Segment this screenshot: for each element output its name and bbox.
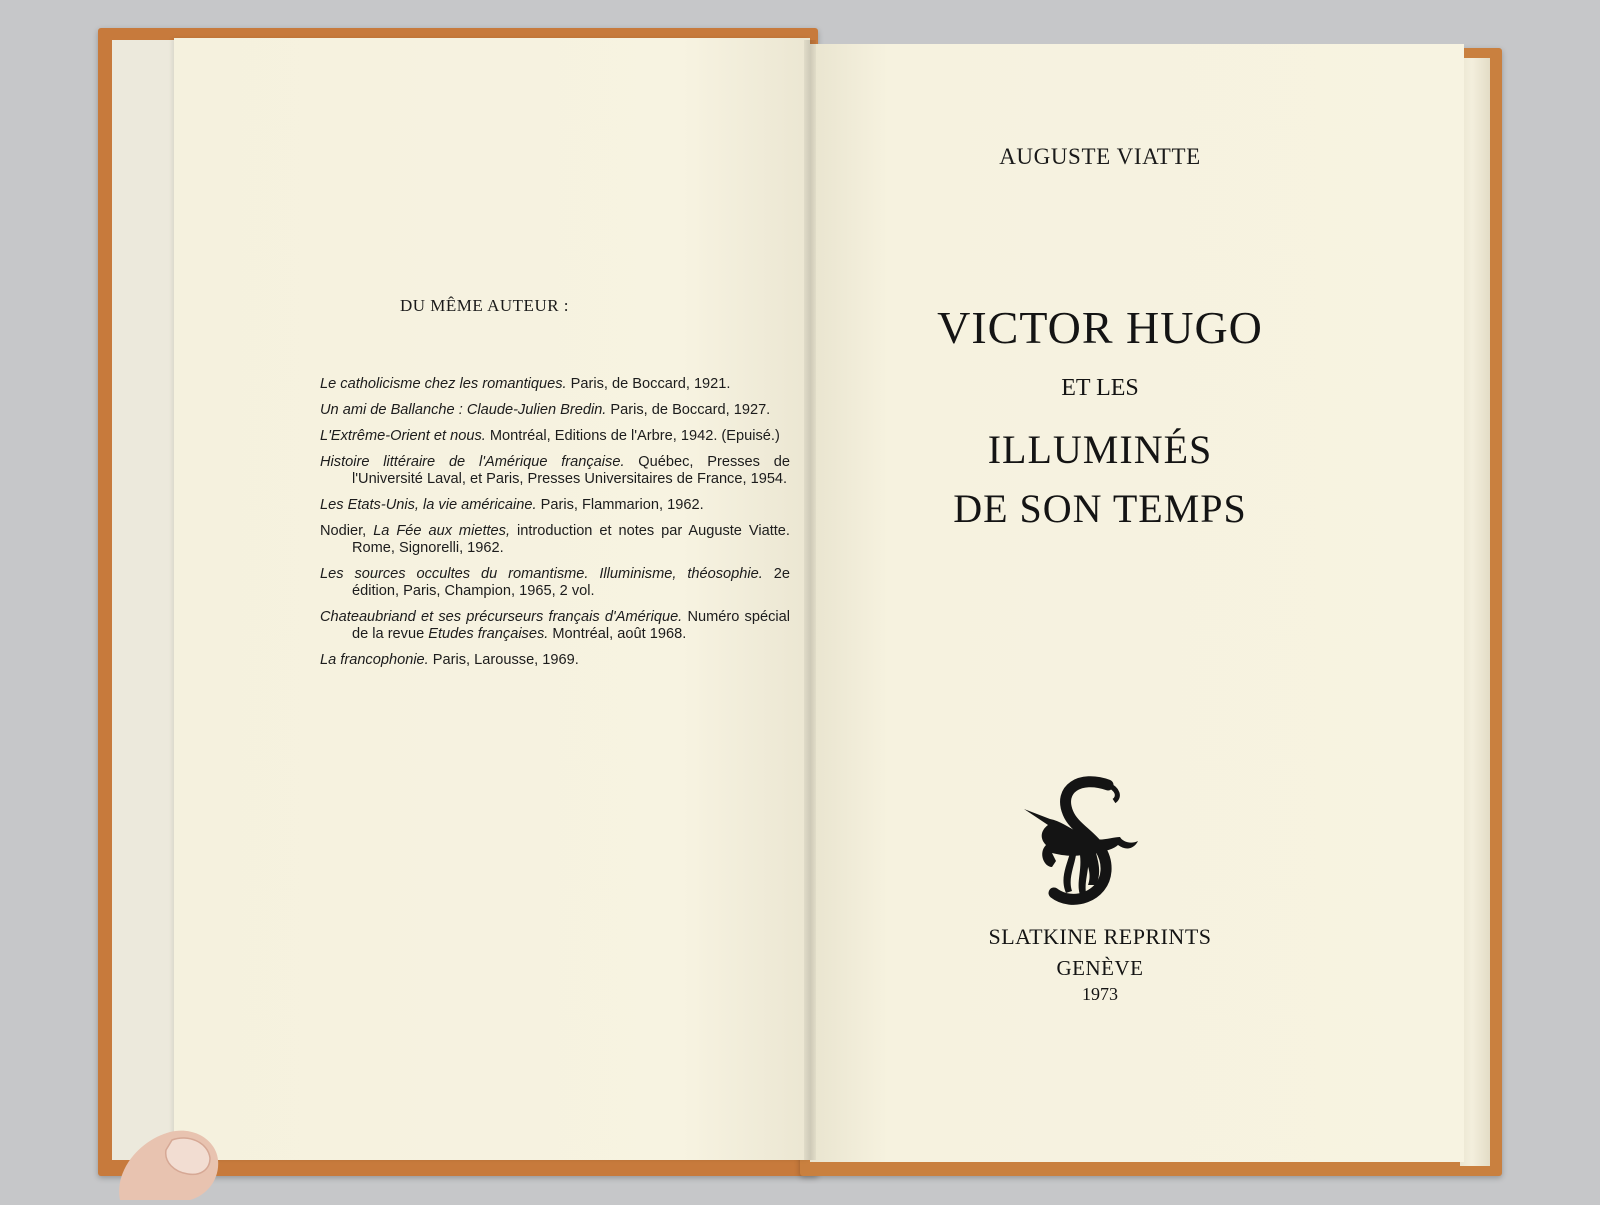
publisher-city: GENÈVE: [1056, 956, 1144, 980]
publication-year: 1973: [1082, 984, 1118, 1004]
list-item: [320, 428, 790, 445]
entry-details: Paris, Flammarion, 1962.: [536, 497, 704, 513]
page-edges-right: [1460, 58, 1490, 1166]
list-item: [320, 454, 790, 488]
entry-details: introduction et notes par Auguste Viatte. Rome, Signorelli, 1962.: [352, 523, 790, 556]
entry-details: 2e édition, Paris, Champion, 1965, 2 vol.: [352, 566, 790, 599]
entry-details: Montréal, Editions de l'Arbre, 1942. (Epuisé.): [485, 428, 780, 444]
entry-details: Paris, de Boccard, 1927.: [606, 402, 771, 418]
entry-details: Paris, de Boccard, 1921.: [566, 376, 731, 392]
entry-journal: Etudes françaises.: [428, 626, 549, 642]
book-gutter: [804, 40, 816, 1160]
entry-title: Les sources occultes du romantisme. Illuminisme, théosophie.: [320, 566, 763, 582]
thumb: [110, 1100, 222, 1200]
entry-title: Un ami de Ballanche : Claude-Julien Bredin.: [320, 402, 607, 418]
bibliography-list: [320, 376, 790, 678]
list-item: [320, 497, 790, 514]
entry-details: Paris, Larousse, 1969.: [428, 652, 579, 668]
entry-author: Nodier,: [320, 523, 374, 539]
list-item: [320, 609, 790, 643]
entry-title: Les Etats-Unis, la vie américaine.: [320, 497, 537, 513]
entry-title: Le catholicisme chez les romantiques.: [320, 376, 567, 392]
list-item: [320, 566, 790, 600]
author-name: AUGUSTE VIATTE: [999, 144, 1201, 169]
list-item: [320, 402, 790, 419]
publisher-name: SLATKINE REPRINTS: [988, 924, 1212, 949]
book-title-line-4: DE SON TEMPS: [953, 486, 1247, 531]
entry-title: Chateaubriand et ses précurseurs français d'Amérique.: [320, 609, 683, 625]
list-item: [320, 376, 790, 393]
show-through-right: [868, 240, 1428, 262]
entry-title: Histoire littéraire de l'Amérique française.: [320, 454, 625, 470]
book-title-line-3: ILLUMINÉS: [987, 427, 1213, 472]
list-item: [320, 652, 790, 669]
bibliography-heading: DU MÊME AUTEUR :: [400, 296, 570, 315]
unicorn-s-logo-icon: [1010, 775, 1170, 915]
book-title-line-2: ET LES: [1061, 375, 1139, 401]
entry-title: L'Extrême-Orient et nous.: [320, 428, 486, 444]
entry-title: La Fée aux miettes,: [373, 523, 511, 539]
entry-details: Montréal, août 1968.: [548, 626, 687, 642]
list-item: [320, 523, 790, 557]
entry-details: Québec, Presses de l'Université Laval, et Paris, Presses Universitaires de France, 1954.: [352, 454, 790, 487]
entry-title: La francophonie.: [320, 652, 429, 668]
book-title-line-1: VICTOR HUGO: [937, 302, 1263, 353]
entry-details: Numéro spécial de la revue: [352, 609, 790, 642]
